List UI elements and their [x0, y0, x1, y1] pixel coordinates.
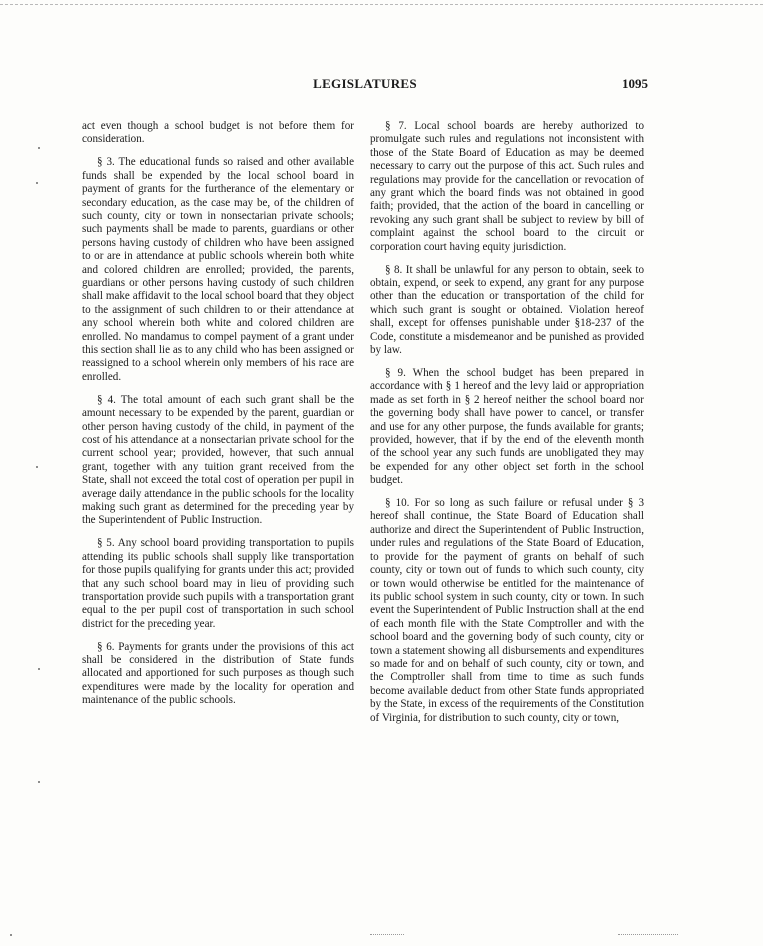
- paragraph-continuation: act even though a school budget is not before them for consideration.: [82, 120, 354, 146]
- scan-foot-mark: [370, 934, 404, 935]
- scan-speck: [36, 466, 38, 468]
- paragraph-section-6: § 6. Payments for grants under the provisions of this act shall be considered in the distribution of State funds allocated and apportioned for such purposes as though such expenditures were made by the locality for operation and maintenance of the public schools.: [82, 640, 354, 707]
- paragraph-section-10: § 10. For so long as such failure or refusal under § 3 hereof shall continue, the State Board of Education shall authorize and direct the Superintendent of Public Instruction, under rules and regulations of the State Board of Education, to provide for the payment of grants on behalf of such county, city or town out of funds to which such county, city or town would otherwise be entitled for the maintenance of its public school system in such county, city or town. In such event the Superintendent of Public Instruction shall at the end of each month file with the State Comptroller and with the school board and the governing body of such county, city or town a statement showing all disbursements and expenditures so made for and on behalf of such county, city or town, and the Comptroller shall from time to time as such funds become available deduct from other State funds appropriated by the State, in excess of the requirements of the Constitution of Virginia, for distribution to such county, city or town,: [370, 497, 644, 724]
- page-top-edge-rule: [0, 4, 763, 5]
- paragraph-section-9: § 9. When the school budget has been prepared in accordance with § 1 hereof and the levy laid or appropriation made as set forth in § 2 hereof neither the school board nor the governing body shall have power to cancel, or transfer and use for any other purpose, the funds available for grants; provided, however, that if by the end of the eleventh month of the school year any such funds are unobligated they may be expended for any other object set forth in the school budget.: [370, 366, 644, 487]
- paragraph-section-3: § 3. The educational funds so raised and other available funds shall be expended by the local school board in payment of grants for the furtherance of the elementary or secondary education, as the case may be, of the children of such county, city or town in nonsectarian private schools; such payments shall be made to parents, guardians or other persons having custody of children who have been assigned to or are in attendance at public schools wherein both white and colored children are enrolled; provided, the parents, guardians or other persons having custody of such children shall make affidavit to the local school board that they object to the assignment of such children to or their attendance at any school wherein both white and colored children are enrolled. No mandamus to compel payment of a grant under this section shall lie as to any child who has been assigned or reassigned to a school wherein only members of his race are enrolled.: [82, 156, 354, 383]
- left-column: [82, 120, 354, 717]
- paragraph-section-7: § 7. Local school boards are hereby authorized to promulgate such rules and regulations not inconsistent with those of the State Board of Education as may be deemed necessary to carry out the purpose of this act. Such rules and regulations may provide for the cancellation or revocation of any grant which the board finds was not obtained in good faith; provided, that the action of the board in cancelling or revoking any such grant shall be subject to review by bill of complaint against the school board to the circuit or corporation court having equity jurisdiction.: [370, 120, 644, 253]
- scan-speck: [36, 182, 38, 184]
- page-number: 1095: [622, 76, 648, 91]
- paragraph-section-8: § 8. It shall be unlawful for any person to obtain, seek to obtain, expend, or seek to expend, any grant for any purpose other than the education or transportation of the child for which such grant is sought or obtained. Violation hereof shall, except for offenses punishable under §18-237 of the Code, constitute a misdemeanor and be punished as provided by law.: [370, 263, 644, 356]
- scan-speck: [38, 147, 40, 149]
- page-header: [82, 76, 648, 96]
- right-column: [370, 120, 644, 734]
- paragraph-section-5: § 5. Any school board providing transportation to pupils attending its public schools shall supply like transportation for those pupils qualifying for grants under this act; provided that any such school board may in lieu of providing such transportation provide such pupils with a transportation grant equal to the per pupil cost of transportation in such school district for the preceding year.: [82, 537, 354, 630]
- scan-foot-mark: [618, 934, 678, 935]
- running-title: LEGISLATURES: [313, 76, 417, 91]
- scan-speck: [38, 781, 40, 783]
- paragraph-section-4: § 4. The total amount of each such grant shall be the amount necessary to be expended by the parent, guardian or other person having custody of the child, in payment of the cost of his attendance at a nonsectarian private school for the current school year; provided, however, that such annual grant, together with any tuition grant received from the State, shall not exceed the total cost of operation per pupil in average daily attendance in the public schools for the locality making such grant as determined for the preceding year by the Superintendent of Public Instruction.: [82, 393, 355, 527]
- scan-speck: [10, 934, 12, 936]
- scan-speck: [38, 668, 40, 670]
